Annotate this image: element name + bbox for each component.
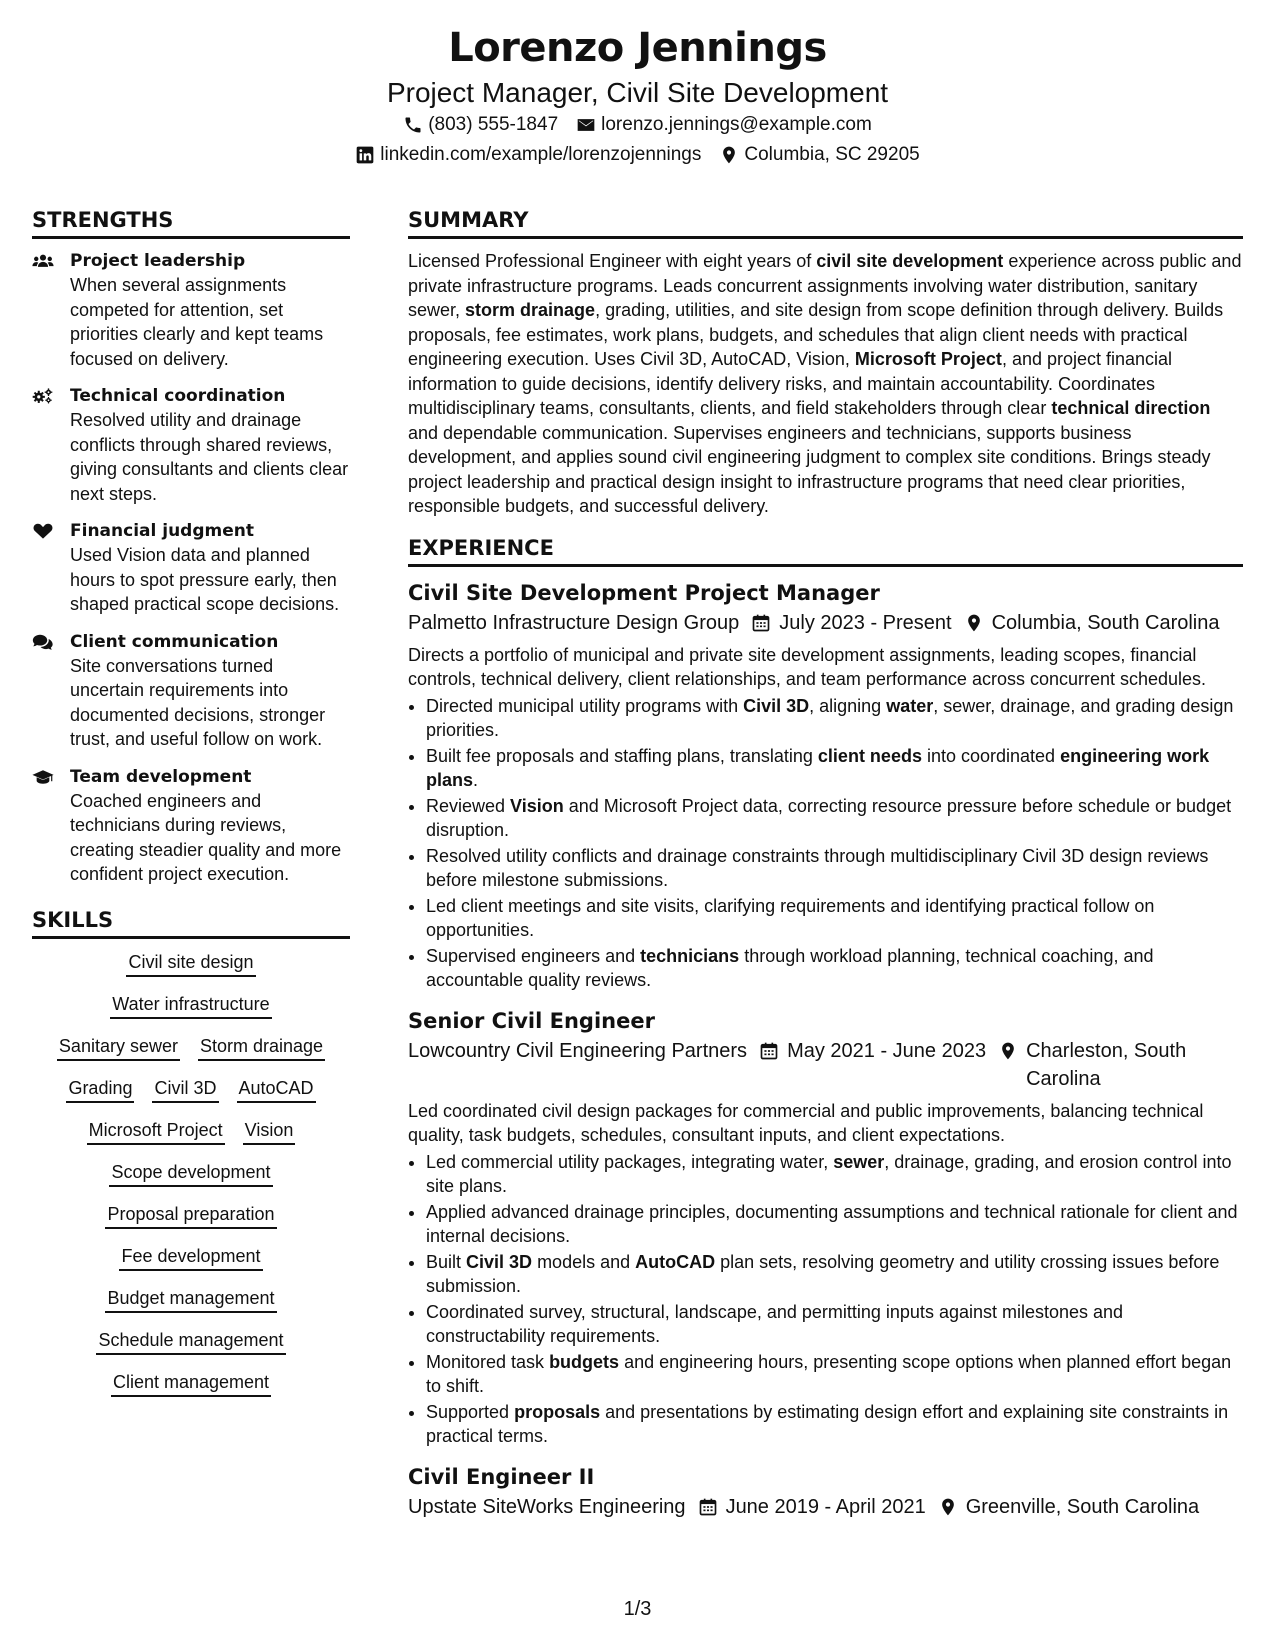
job-title: Civil Engineer II [408,1464,595,1489]
job-bullet: • Reviewed Vision and Microsoft Project data, correcting resource pressure before schedule or budget disruption. [426,794,1243,843]
job-bullet: • Led client meetings and site visits, clarifying requirements and identifying practical follow on opportunities. [426,894,1243,943]
gears-icon [32,384,56,506]
skill-tag: Water infrastructure [110,991,271,1019]
job-bullet: • Monitored task budgets and engineering hours, presenting scope options when planned effort began to shift. [426,1350,1243,1399]
strength-item [32,384,350,506]
graduation-cap-icon [32,765,56,887]
skill-tag: Budget management [105,1285,276,1313]
right-column [408,205,1243,1533]
contact-row-1 [0,110,1275,140]
calendar-icon [759,1041,779,1061]
strength-item [32,519,350,617]
strength-title: Client communication [70,631,279,652]
strength-title: Project leadership [70,251,246,271]
map-pin-icon [719,145,739,165]
skill-row [32,1285,350,1313]
skill-tag: Scope development [109,1159,272,1187]
skill-row [32,1327,350,1355]
job-location: Columbia, South Carolina [964,609,1220,637]
envelope-icon [576,115,596,135]
job-bullet: • Built Civil 3D models and AutoCAD plan sets, resolving geometry and utility crossing issues before submission. [426,1250,1243,1299]
skill-tag: Proposal preparation [105,1201,276,1229]
job-title: Senior Civil Engineer [408,1008,655,1033]
location-text: Columbia, SC 29205 [744,144,920,165]
phone-icon [403,115,423,135]
skill-row [32,1075,350,1103]
phone-contact [403,110,558,140]
calendar-icon [698,1497,718,1517]
job-description: Directs a portfolio of municipal and private site development assignments, leading scopes, financial controls, technical delivery, client relationships, and team performance across concurrent schedules. [408,644,1207,689]
skill-row [32,1117,350,1145]
skill-tag: Microsoft Project [87,1117,225,1145]
job-bullet: • Applied advanced drainage principles, documenting assumptions and technical rationale for client and internal decisions. [426,1200,1243,1249]
users-icon [32,249,56,371]
left-column [32,205,350,1411]
strength-item [32,630,350,752]
skill-row [32,1201,350,1229]
job-bullet: • Directed municipal utility programs with Civil 3D, aligning water, sewer, drainage, and grading design priorities. [426,694,1243,743]
skill-tag: AutoCAD [237,1075,316,1103]
skill-row [32,991,350,1019]
skill-tag: Civil site design [126,949,255,977]
strengths-heading: STRENGTHS [32,205,350,239]
strength-desc: When several assignments competed for attention, set priorities clearly and kept teams focused on delivery. [70,275,324,369]
job-description: Led coordinated civil design packages for commercial and public improvements, balancing technical quality, task budgets, schedules, consultant inputs, and client expectations. [408,1100,1204,1145]
skill-tag: Grading [66,1075,134,1103]
candidate-title: Project Manager, Civil Site Development [386,77,889,108]
job-bullets [408,1150,1243,1449]
contact-row-2 [0,140,1275,170]
job-location: Greenville, South Carolina [938,1493,1199,1521]
skill-tag: Storm drainage [198,1033,325,1061]
strength-desc: Site conversations turned uncertain requirements into documented decisions, stronger trust, and useful follow on work. [70,655,326,749]
skills-heading: SKILLS [32,905,350,939]
strength-item [32,765,350,887]
job-location: Charleston, South Carolina [998,1037,1211,1093]
comments-icon [32,630,56,752]
job-bullet: • Led commercial utility packages, integrating water, sewer, drainage, grading, and erosion control into site plans. [426,1150,1243,1199]
resume-header [0,22,1275,170]
skill-tag: Client management [111,1369,271,1397]
location-contact [719,140,919,170]
skill-row [32,1159,350,1187]
email-contact [576,110,872,140]
job-bullet: • Built fee proposals and staffing plans, translating client needs into coordinated engineering work plans. [426,744,1243,793]
linkedin-icon [355,145,375,165]
job-entry [408,1461,1243,1521]
experience-list [408,577,1243,1521]
skill-tag: Civil 3D [152,1075,218,1103]
strength-title: Team development [70,766,252,787]
heart-icon [32,519,56,617]
job-company: Palmetto Infrastructure Design Group [408,611,740,634]
map-pin-icon [938,1497,958,1517]
job-dates: July 2023 - Present [751,609,951,637]
calendar-icon [751,613,771,633]
job-meta [408,1493,1243,1521]
skills-list [32,949,350,1397]
job-meta [408,609,1243,637]
job-bullet: • Coordinated survey, structural, landscape, and permitting inputs against milestones and constructability requirements. [426,1300,1243,1349]
skill-row [32,1369,350,1397]
job-entry [408,577,1243,993]
job-bullet: • Supervised engineers and technicians through workload planning, technical coaching, and accountable quality reviews. [426,944,1243,993]
skill-tag: Vision [243,1117,296,1145]
job-bullet: • Supported proposals and presentations by estimating design effort and explaining site constraints in practical terms. [426,1400,1243,1449]
linkedin-text[interactable]: linkedin.com/example/lorenzojennings [380,144,702,165]
job-entry [408,1005,1243,1449]
job-company: Upstate SiteWorks Engineering [408,1495,686,1518]
job-company: Lowcountry Civil Engineering Partners [408,1039,748,1062]
skill-tag: Sanitary sewer [57,1033,180,1061]
candidate-name: Lorenzo Jennings [448,25,827,71]
job-title: Civil Site Development Project Manager [408,580,880,605]
strength-desc: Coached engineers and technicians during reviews, creating steadier quality and more confident project execution. [70,790,342,884]
map-pin-icon [964,613,984,633]
linkedin-contact [355,140,701,170]
skill-tag: Fee development [119,1243,262,1271]
strength-item [32,249,350,371]
skill-tag: Schedule management [96,1327,285,1355]
phone-text[interactable]: (803) 555-1847 [428,114,559,135]
job-bullets [408,694,1243,993]
strength-desc: Used Vision data and planned hours to spot pressure early, then shaped practical scope decisions. [70,545,340,614]
job-dates: May 2021 - June 2023 [759,1037,986,1065]
strength-title: Financial judgment [70,521,254,541]
job-meta [408,1037,1243,1093]
job-dates: June 2019 - April 2021 [698,1493,926,1521]
summary-heading: SUMMARY [408,205,1243,239]
map-pin-icon [998,1041,1018,1061]
skill-row [32,1243,350,1271]
email-text[interactable]: lorenzo.jennings@example.com [601,114,872,135]
job-bullet: • Resolved utility conflicts and drainage constraints through multidisciplinary Civil 3D design reviews before milestone submissions. [426,844,1243,893]
summary-text: Licensed Professional Engineer with eight years of civil site development experience across public and private infrastructure programs. Leads concurrent assignments involving water distribution, sanitary sewer, storm drainage, grading, utilities, and site design from scope definition through delivery. Builds proposals, fee estimates, work plans, budgets, and schedules that align client needs with practical engineering execution. Uses Civil 3D, AutoCAD, Vision, Microsoft Project, and project financial information to guide decisions, identify delivery risks, and maintain accountability. Coordinates multidisciplinary teams, consultants, clients, and field stakeholders through clear technical direction and dependable communication. Supervises engineers and technicians, supports business development, and applies sound civil engineering judgment to complex site conditions. Brings steady project leadership and practical design insight to infrastructure programs that need clear priorities, responsible budgets, and successful delivery. [408,251,1242,516]
strength-title: Technical coordination [70,386,286,406]
strength-desc: Resolved utility and drainage conflicts through shared reviews, giving consultants and clients clear next steps. [70,410,349,504]
page-indicator: 1/3 [623,1598,652,1620]
skill-row [32,949,350,977]
experience-heading: EXPERIENCE [408,533,1243,567]
skill-row [32,1033,350,1061]
